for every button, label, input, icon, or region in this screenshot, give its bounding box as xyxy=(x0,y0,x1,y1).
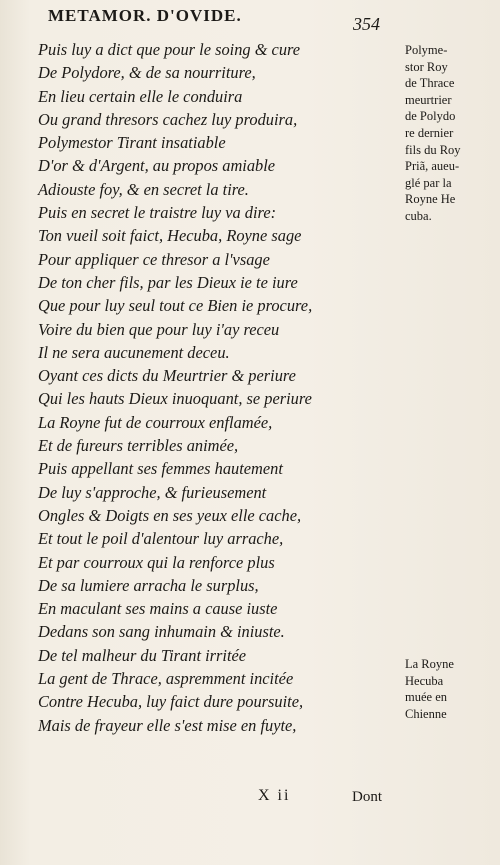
sidenote-line: re dernier xyxy=(405,125,454,140)
sidenote-line: stor Roy xyxy=(405,59,448,74)
catchword: Dont xyxy=(352,789,382,805)
verse-line: De ton cher fils, par les Dieux ie te iure xyxy=(38,272,298,292)
sidenote-line: La Royne xyxy=(405,657,454,671)
sidenote-line: Hecuba xyxy=(405,673,444,688)
verse-line: Oyant ces dicts du Meurtrier & periure xyxy=(38,366,296,386)
verse-line: En lieu certain elle le conduira xyxy=(38,86,243,106)
signature-mark: X ii xyxy=(258,787,291,804)
verse-line: Polymestor Tirant insatiable xyxy=(38,133,226,153)
sidenote-line: Chienne xyxy=(405,706,447,721)
verse-line: La Royne fut de courroux enflamée, xyxy=(38,412,273,432)
verse-line: Que pour luy seul tout ce Bien ie procure, xyxy=(38,296,313,316)
verse-line: Voire du bien que pour luy i'ay receu xyxy=(38,319,280,339)
verse-line: Et par courroux qui la renforce plus xyxy=(38,552,275,572)
verse-line: Ton vueil soit faict, Hecuba, Royne sage xyxy=(38,226,302,246)
verse-line: Adiouste foy, & en secret la tire. xyxy=(38,179,249,199)
sidenote-line: fils du Roy xyxy=(405,142,461,157)
sidenote-line: muée en xyxy=(405,690,447,705)
sidenote-line: Polyme- xyxy=(405,43,448,57)
verse-line: De Polydore, & de sa nourriture, xyxy=(38,63,256,83)
verse-line: Dedans son sang inhumain & iniuste. xyxy=(38,622,285,642)
verse-line: En maculant ses mains a cause iuste xyxy=(38,599,278,619)
sidenote-line: Priã, aueu- xyxy=(405,159,460,174)
sidenote-line: Royne He xyxy=(405,192,456,207)
verse-line: Ou grand thresors cachez luy produira, xyxy=(38,109,298,129)
verse-line: Puis luy a dict que pour le soing & cure xyxy=(38,40,301,59)
verse-line: Qui les hauts Dieux inuoquant, se periure xyxy=(38,389,312,409)
verse-line: Et tout le poil d'alentour luy arrache, xyxy=(38,529,284,549)
sidenote-line: de Polydo xyxy=(405,109,456,124)
verse-block xyxy=(38,38,358,737)
sidenote-line: meurtrier xyxy=(405,92,452,107)
verse-line: Et de fureurs terribles animée, xyxy=(38,436,239,456)
verse-line: Il ne sera aucunement deceu. xyxy=(38,342,230,362)
verse-line: D'or & d'Argent, au propos amiable xyxy=(38,156,276,176)
marginal-note-polymestor xyxy=(405,42,495,225)
verse-line: Contre Hecuba, luy faict dure poursuite, xyxy=(38,692,304,712)
sidenote-line: cuba. xyxy=(405,208,432,223)
verse-line: Puis en secret le traistre luy va dire: xyxy=(38,203,277,223)
verse-line: Puis appellant ses femmes hautement xyxy=(38,459,283,479)
verse-line: Ongles & Doigts en ses yeux elle cache, xyxy=(38,505,302,525)
running-title: METAMOR. D'OVIDE. xyxy=(48,6,242,25)
sidenote-line: glé par la xyxy=(405,175,452,190)
sidenote-line: de Thrace xyxy=(405,76,455,91)
verse-line: De luy s'approche, & furieusement xyxy=(38,482,267,502)
verse-line: Mais de frayeur elle s'est mise en fuyte, xyxy=(38,715,297,735)
verse-line: La gent de Thrace, aspremment incitée xyxy=(38,669,294,689)
page-number: 354 xyxy=(353,14,380,34)
marginal-note-hecuba xyxy=(405,656,495,722)
verse-line: De sa lumiere arracha le surplus, xyxy=(38,575,259,595)
verse-line: Pour appliquer ce thresor a l'vsage xyxy=(38,249,270,269)
verse-line: De tel malheur du Tirant irritée xyxy=(38,645,247,665)
